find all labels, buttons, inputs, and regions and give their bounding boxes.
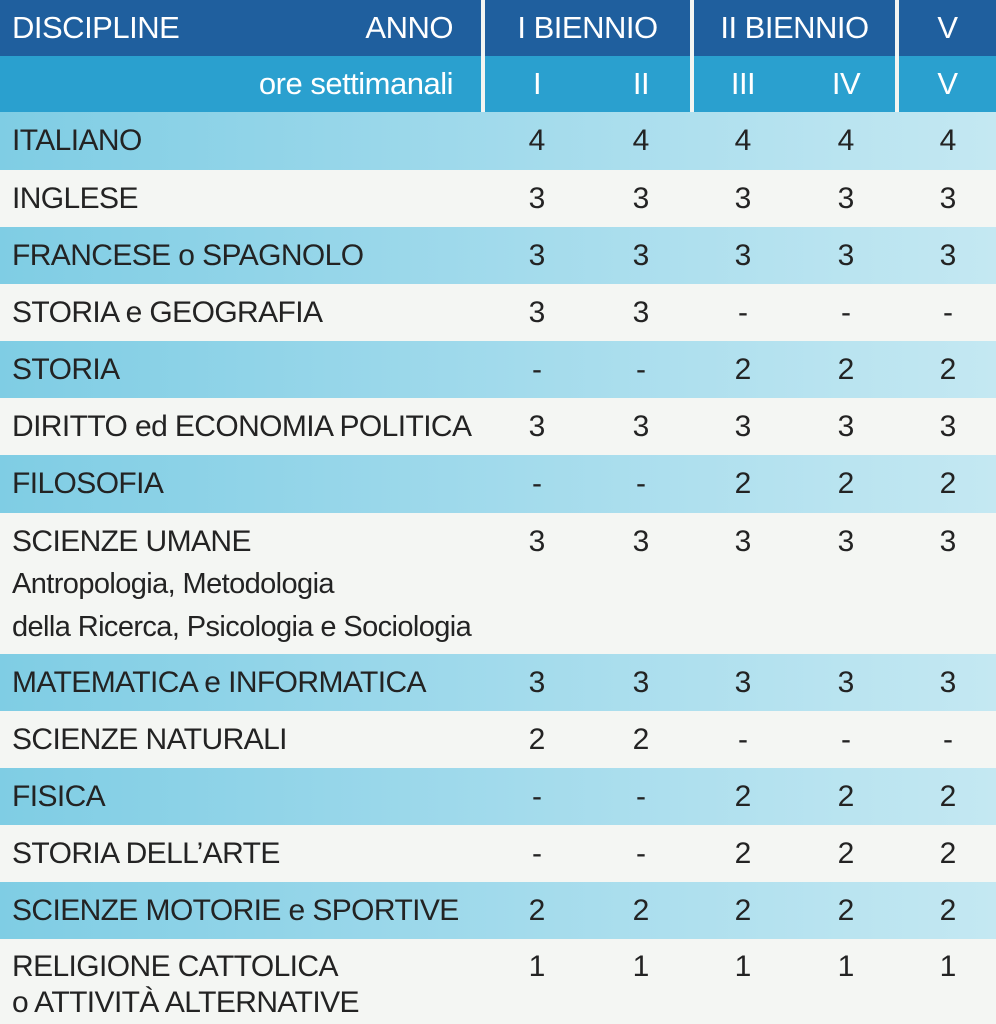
table-row [0, 711, 996, 768]
header-year-4: IV [831, 66, 861, 101]
hours-year-4: 3 [837, 239, 855, 272]
hours-year-4: 3 [837, 525, 855, 558]
table-row [0, 768, 996, 825]
hours-year-5: 2 [939, 780, 957, 813]
discipline-name: STORIA e GEOGRAFIA [12, 296, 323, 329]
hours-year-1: 2 [528, 894, 546, 927]
discipline-name: SCIENZE NATURALI [12, 723, 287, 756]
hours-year-1: 3 [528, 239, 546, 272]
hours-year-3: 3 [734, 239, 752, 272]
header-hours-label: ore settimanali [258, 66, 453, 101]
hours-year-1: 3 [528, 296, 546, 329]
hours-year-1: - [532, 467, 542, 500]
hours-year-5: 2 [939, 353, 957, 386]
hours-year-2: 3 [632, 410, 650, 443]
discipline-subtitle: Antropologia, Metodologia [12, 568, 334, 600]
table-row [0, 398, 996, 455]
hours-year-4: 2 [837, 894, 855, 927]
header-year-3: III [730, 66, 756, 101]
header-hours-cell [0, 56, 481, 112]
table-row [0, 882, 996, 939]
hours-year-2: - [636, 353, 646, 386]
table-row [0, 825, 996, 882]
hours-year-3: 4 [734, 124, 752, 157]
discipline-name: FRANCESE o SPAGNOLO [12, 239, 364, 272]
table-row [0, 513, 996, 654]
table-row [0, 112, 996, 170]
discipline-name: STORIA DELL’ARTE [12, 837, 280, 870]
discipline-subtitle: o ATTIVITÀ ALTERNATIVE [12, 986, 359, 1019]
hours-year-3: 3 [734, 666, 752, 699]
hours-year-4: - [841, 296, 851, 329]
table-row [0, 939, 996, 1024]
discipline-name: ITALIANO [12, 124, 142, 157]
hours-year-3: 2 [734, 837, 752, 870]
discipline-name: FISICA [12, 780, 106, 813]
hours-year-3: 2 [734, 780, 752, 813]
table-row [0, 341, 996, 398]
hours-year-1: 4 [528, 124, 546, 157]
hours-year-5: - [943, 296, 953, 329]
hours-year-5: 2 [939, 467, 957, 500]
discipline-name: RELIGIONE CATTOLICA [12, 950, 338, 983]
hours-year-4: 3 [837, 410, 855, 443]
discipline-name: INGLESE [12, 182, 138, 215]
hours-year-4: 3 [837, 666, 855, 699]
discipline-name: FILOSOFIA [12, 467, 164, 500]
hours-year-1: 3 [528, 182, 546, 215]
hours-year-1: 1 [528, 950, 546, 983]
header-discipline-cell [0, 0, 481, 56]
hours-year-5: 4 [939, 124, 957, 157]
header-separator [895, 0, 899, 112]
hours-year-2: 3 [632, 525, 650, 558]
discipline-name: STORIA [12, 353, 120, 386]
hours-year-2: 3 [632, 182, 650, 215]
header-years-b1 [485, 56, 690, 112]
hours-year-2: 3 [632, 666, 650, 699]
header-row-years [0, 56, 996, 112]
hours-year-4: 2 [837, 353, 855, 386]
table-row [0, 455, 996, 513]
hours-year-5: - [943, 723, 953, 756]
hours-year-2: 3 [632, 239, 650, 272]
header-row-groups [0, 0, 996, 56]
hours-year-1: 3 [528, 410, 546, 443]
header-years-b2 [694, 56, 895, 112]
hours-year-4: - [841, 723, 851, 756]
discipline-subtitle: della Ricerca, Psicologia e Sociologia [12, 611, 472, 643]
header-anno-label: ANNO [365, 10, 453, 45]
hours-year-3: - [738, 296, 748, 329]
header-year-1: I [532, 66, 542, 101]
hours-year-2: - [636, 467, 646, 500]
header-group-2: II BIENNIO [694, 0, 895, 56]
header-discipline-label: DISCIPLINE [12, 10, 180, 45]
header-group-1: I BIENNIO [485, 0, 690, 56]
hours-year-1: 2 [528, 723, 546, 756]
hours-year-5: 2 [939, 894, 957, 927]
hours-year-1: 3 [528, 666, 546, 699]
hours-year-2: 2 [632, 894, 650, 927]
hours-year-2: 1 [632, 950, 650, 983]
hours-year-1: - [532, 780, 542, 813]
table-row [0, 170, 996, 227]
hours-year-4: 3 [837, 182, 855, 215]
hours-year-5: 3 [939, 666, 957, 699]
hours-year-5: 1 [939, 950, 957, 983]
hours-year-1: - [532, 353, 542, 386]
hours-year-3: 3 [734, 525, 752, 558]
hours-year-5: 3 [939, 239, 957, 272]
header-year-5: V [899, 56, 996, 112]
discipline-name: SCIENZE UMANE [12, 525, 251, 558]
hours-year-4: 2 [837, 837, 855, 870]
hours-year-5: 2 [939, 837, 957, 870]
header-separator [690, 0, 694, 112]
hours-year-3: 2 [734, 894, 752, 927]
table-row [0, 227, 996, 284]
hours-year-3: 3 [734, 410, 752, 443]
hours-year-5: 3 [939, 525, 957, 558]
hours-year-4: 4 [837, 124, 855, 157]
table-row [0, 654, 996, 711]
discipline-name: MATEMATICA e INFORMATICA [12, 666, 426, 699]
hours-year-4: 2 [837, 780, 855, 813]
hours-year-3: 2 [734, 353, 752, 386]
hours-year-1: 3 [528, 525, 546, 558]
hours-year-2: 4 [632, 124, 650, 157]
discipline-name: DIRITTO ed ECONOMIA POLITICA [12, 410, 472, 443]
hours-year-3: - [738, 723, 748, 756]
hours-year-3: 2 [734, 467, 752, 500]
hours-year-2: 3 [632, 296, 650, 329]
hours-year-2: 2 [632, 723, 650, 756]
hours-year-4: 2 [837, 467, 855, 500]
header-separator [481, 0, 485, 112]
discipline-name: SCIENZE MOTORIE e SPORTIVE [12, 894, 459, 927]
hours-year-3: 1 [734, 950, 752, 983]
hours-year-5: 3 [939, 410, 957, 443]
hours-year-2: - [636, 780, 646, 813]
hours-year-3: 3 [734, 182, 752, 215]
header-group-3: V [899, 0, 996, 56]
hours-year-4: 1 [837, 950, 855, 983]
table-row [0, 284, 996, 341]
hours-year-5: 3 [939, 182, 957, 215]
hours-year-2: - [636, 837, 646, 870]
header-year-2: II [632, 66, 650, 101]
hours-year-1: - [532, 837, 542, 870]
